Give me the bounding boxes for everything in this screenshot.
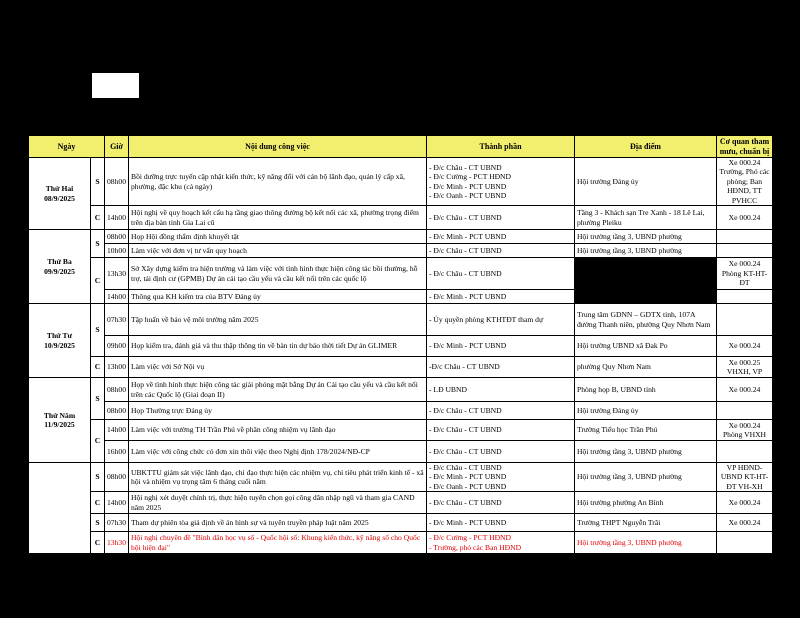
day-cell	[29, 463, 91, 554]
table-row	[29, 492, 773, 514]
location-cell: Hội trường tầng 3, UBND phường	[575, 532, 717, 554]
participant-line: - Trường, phó các Ban HĐND	[429, 542, 522, 552]
participants-cell	[427, 304, 575, 336]
participant-line: - Đ/c Minh - PCT UBND	[429, 291, 507, 301]
time-cell: 13h30	[105, 532, 129, 554]
agency-cell: Xe 000.24	[717, 514, 773, 532]
content-cell: UBKTTU giám sát việc lãnh đạo, chỉ đạo thực hiện các nhiệm vụ, chỉ tiêu phát triển kinh tế - xã hội và nhiệm vụ trọng tâm 6 tháng cuối năm	[129, 463, 427, 492]
header-time: Giờ	[105, 136, 129, 158]
day-date: 08/9/2025	[44, 193, 75, 203]
location-cell: phường Quy Nhơn Nam	[575, 357, 717, 378]
location-cell	[575, 258, 717, 290]
participant-line: - LĐ UBND	[429, 384, 467, 394]
time-cell: 07h30	[105, 304, 129, 336]
day-cell	[29, 158, 91, 230]
participant-line: -Đ/c Châu - CT UBND	[429, 362, 500, 372]
table-row	[29, 357, 773, 378]
day-name: Thứ Hai	[45, 184, 74, 194]
location-cell: Hội trường tầng 3, UBND phường	[575, 244, 717, 258]
time-cell: 08h00	[105, 402, 129, 420]
location-cell: Hội trường phường An Bình	[575, 492, 717, 514]
day-name: Thứ Tư	[46, 331, 73, 341]
session-cell: C	[91, 357, 105, 378]
agency-cell: Xe 000.24	[717, 206, 773, 230]
agency-cell: Xe 000.24 Trường, Phó các phòng; Ban HĐND, TT PVHCC	[717, 158, 773, 206]
session-cell: S	[91, 514, 105, 532]
participant-line: - Đ/c Minh - PCT UBND	[429, 231, 507, 241]
agency-cell	[717, 230, 773, 244]
agency-cell: Xe 000.24	[717, 336, 773, 357]
time-cell: 14h00	[105, 290, 129, 304]
location-cell	[575, 290, 717, 304]
participants-cell	[427, 158, 575, 206]
table-row	[29, 258, 773, 290]
header-participants: Thành phần	[427, 136, 575, 158]
table-row	[29, 514, 773, 532]
time-cell: 13h30	[105, 258, 129, 290]
participants-cell	[427, 357, 575, 378]
participants-cell	[427, 258, 575, 290]
content-cell: Họp về tình hình thực hiện công tác giải phóng mặt bằng Dự án Cải tạo cầu yếu và cầu kết nối trên các Quốc lộ (Giai đoạn II)	[129, 378, 427, 402]
time-cell: 13h00	[105, 357, 129, 378]
participant-line: - Đ/c Minh - PCT UBND	[429, 341, 507, 351]
participant-line: - Đ/c Châu - CT UBND	[429, 245, 502, 255]
day-name: Thứ Ba	[47, 257, 72, 267]
location-cell: Hội trường tầng 3, UBND phường	[575, 230, 717, 244]
agency-cell: Xe 000.25 VHXH, VP	[717, 357, 773, 378]
day-cell	[29, 378, 91, 463]
session-cell: C	[91, 258, 105, 304]
content-cell: Làm việc với công chức có đơn xin thôi việc theo Nghị định 178/2024/NĐ-CP	[129, 441, 427, 463]
header-agency: Cơ quan tham mưu, chuẩn bị	[717, 136, 773, 158]
agency-cell	[717, 532, 773, 554]
participant-line: - Đ/c Minh - PCT UBND	[429, 181, 507, 191]
table-row	[29, 230, 773, 244]
time-cell: 14h00	[105, 206, 129, 230]
day-date: 09/9/2025	[44, 266, 75, 276]
agency-cell: Xe 000.24 Phòng VHXH	[717, 420, 773, 441]
table-row	[29, 336, 773, 357]
agency-cell	[717, 441, 773, 463]
table-header-row	[29, 136, 773, 158]
participant-line: - Đ/c Minh - PCT UBND	[429, 518, 507, 528]
time-cell: 08h00	[105, 158, 129, 206]
agency-cell	[717, 244, 773, 258]
content-cell: Họp Hội đồng thẩm định khuyết tật	[129, 230, 427, 244]
participant-line: - Đ/c Châu - CT UBND	[429, 425, 502, 435]
agency-cell	[717, 304, 773, 336]
content-cell: Hội nghị về quy hoạch kết cấu hạ tầng giao thông đường bộ kết nối các xã, phường trọng điểm trên địa bàn tỉnh Gia Lai cũ	[129, 206, 427, 230]
content-cell: Hội nghị xét duyệt chính trị, thực hiện tuyển chọn gọi công dân nhập ngũ và tham gia CAND năm 2025	[129, 492, 427, 514]
content-cell: Sở Xây dựng kiểm tra hiện trường và làm việc với tỉnh hình thực hiện công tác bồi thường, hỗ trợ, tái định cư (GPMB) Dự án cải tạo cầu yếu và cầu kết nối trên các quốc lộ	[129, 258, 427, 290]
session-cell: C	[91, 206, 105, 230]
participants-cell	[427, 532, 575, 554]
location-cell: Trường THPT Nguyễn Trãi	[575, 514, 717, 532]
content-cell: Họp Thường trực Đảng ủy	[129, 402, 427, 420]
participants-cell	[427, 514, 575, 532]
time-cell: 08h00	[105, 378, 129, 402]
table-row	[29, 532, 773, 554]
header-content: Nội dung công việc	[129, 136, 427, 158]
location-cell: Hội trường UBND xã Đak Po	[575, 336, 717, 357]
content-cell: Làm việc với trường TH Trần Phú về phân công nhiệm vụ lãnh đạo	[129, 420, 427, 441]
location-cell: Tầng 3 - Khách sạn Tre Xanh - 18 Lê Lai, phường Pleiku	[575, 206, 717, 230]
participant-line: - Đ/c Châu - CT UBND	[429, 463, 502, 473]
content-cell: Họp kiểm tra, đánh giá và thu thập thông tin về bàn tin dự báo thời tiết Dự án GLIMER	[129, 336, 427, 357]
table-row	[29, 378, 773, 402]
participants-cell	[427, 378, 575, 402]
content-cell: Bồi dưỡng trực tuyến cập nhật kiến thức, kỹ năng đổi với cán bộ lãnh đạo, quản lý cấp xã, phường, đặc khu (cả ngày)	[129, 158, 427, 206]
agency-cell	[717, 402, 773, 420]
table-row	[29, 441, 773, 463]
participant-line: - Đ/c Oanh - PCT UBND	[429, 190, 507, 200]
day-date: 10/9/2025	[44, 340, 75, 350]
participant-line: - Đ/c Châu - CT UBND	[429, 405, 502, 415]
table-row	[29, 158, 773, 206]
participant-line: - Đ/c Châu - CT UBND	[429, 446, 502, 456]
session-cell: C	[91, 532, 105, 554]
location-cell: Trường Tiểu học Trần Phú	[575, 420, 717, 441]
participants-cell	[427, 336, 575, 357]
content-cell: Làm việc với đơn vị tư vấn quy hoạch	[129, 244, 427, 258]
table-row	[29, 402, 773, 420]
session-cell: S	[91, 463, 105, 492]
agency-cell: Xe 000.24 Phòng KT-HT-ĐT	[717, 258, 773, 290]
time-cell: 08h00	[105, 230, 129, 244]
participant-line: - Đ/c Oanh - PCT UBND	[429, 481, 507, 491]
time-cell: 14h00	[105, 492, 129, 514]
time-cell: 14h00	[105, 420, 129, 441]
logo-placeholder	[92, 73, 139, 98]
location-cell: Hội trường Đảng ủy	[575, 158, 717, 206]
session-cell: S	[91, 158, 105, 206]
day-name: Thứ Năm	[43, 410, 76, 420]
participants-cell	[427, 206, 575, 230]
day-cell	[29, 230, 91, 304]
participants-cell	[427, 230, 575, 244]
time-cell: 07h30	[105, 514, 129, 532]
location-cell: Trung tâm GDNN – GDTX tỉnh, 107A đường Thanh niên, phường Quy Nhơn Nam	[575, 304, 717, 336]
location-cell: Hội trường Đảng ủy	[575, 402, 717, 420]
participants-cell	[427, 492, 575, 514]
participants-cell	[427, 441, 575, 463]
participant-line: - Đ/c Châu - CT UBND	[429, 212, 502, 222]
participants-cell	[427, 420, 575, 441]
participants-cell	[427, 244, 575, 258]
content-cell: Làm việc với Sở Nội vụ	[129, 357, 427, 378]
content-cell: Thông qua KH kiểm tra của BTV Đảng ủy	[129, 290, 427, 304]
participants-cell	[427, 463, 575, 492]
content-cell: Tập huấn về bảo vệ môi trường năm 2025	[129, 304, 427, 336]
table-row	[29, 290, 773, 304]
content-cell: Hội nghị chuyên đề "Bình dân học vụ số - Quốc hội số: Khung kiến thức, kỹ năng số cho Quốc hội hiện đại"	[129, 532, 427, 554]
agency-cell: Xe 000.24	[717, 492, 773, 514]
table-row	[29, 206, 773, 230]
time-cell: 10h00	[105, 244, 129, 258]
weekly-schedule-table	[28, 135, 773, 554]
location-cell: Hội trường tầng 3, UBND phường	[575, 441, 717, 463]
content-cell: Tham dự phiên tòa giả định về án hình sự và tuyên truyền pháp luật năm 2025	[129, 514, 427, 532]
session-cell: S	[91, 230, 105, 258]
agency-cell: VP HĐND-UBND KT-HT-ĐT VH-XH	[717, 463, 773, 492]
participant-line: - Đ/c Cường - PCT HĐND	[429, 172, 512, 182]
day-cell	[29, 304, 91, 378]
table-row	[29, 420, 773, 441]
participant-line: - Ủy quyền phòng KTHTĐT tham dự	[429, 314, 544, 324]
table-row	[29, 463, 773, 492]
time-cell: 09h00	[105, 336, 129, 357]
participant-line: - Đ/c Minh - PCT UBND	[429, 472, 507, 482]
participant-line: - Đ/c Châu - CT UBND	[429, 162, 502, 172]
participant-line: - Đ/c Cường - PCT HĐND	[429, 533, 512, 543]
participants-cell	[427, 290, 575, 304]
session-cell: C	[91, 420, 105, 463]
participant-line: - Đ/c Châu - CT UBND	[429, 498, 502, 508]
agency-cell	[717, 290, 773, 304]
session-cell: C	[91, 492, 105, 514]
location-cell: Hội trường tầng 3, UBND phường	[575, 463, 717, 492]
table-row	[29, 304, 773, 336]
participants-cell	[427, 402, 575, 420]
time-cell: 08h00	[105, 463, 129, 492]
day-date: 11/9/2025	[44, 420, 75, 430]
agency-cell: Xe 000.24	[717, 378, 773, 402]
participant-line: - Đ/c Châu - CT UBND	[429, 268, 502, 278]
header-day: Ngày	[29, 136, 105, 158]
table-row	[29, 244, 773, 258]
session-cell: S	[91, 378, 105, 420]
location-cell: Phòng họp B, UBND tỉnh	[575, 378, 717, 402]
time-cell: 16h00	[105, 441, 129, 463]
session-cell: S	[91, 304, 105, 357]
header-location: Địa điểm	[575, 136, 717, 158]
